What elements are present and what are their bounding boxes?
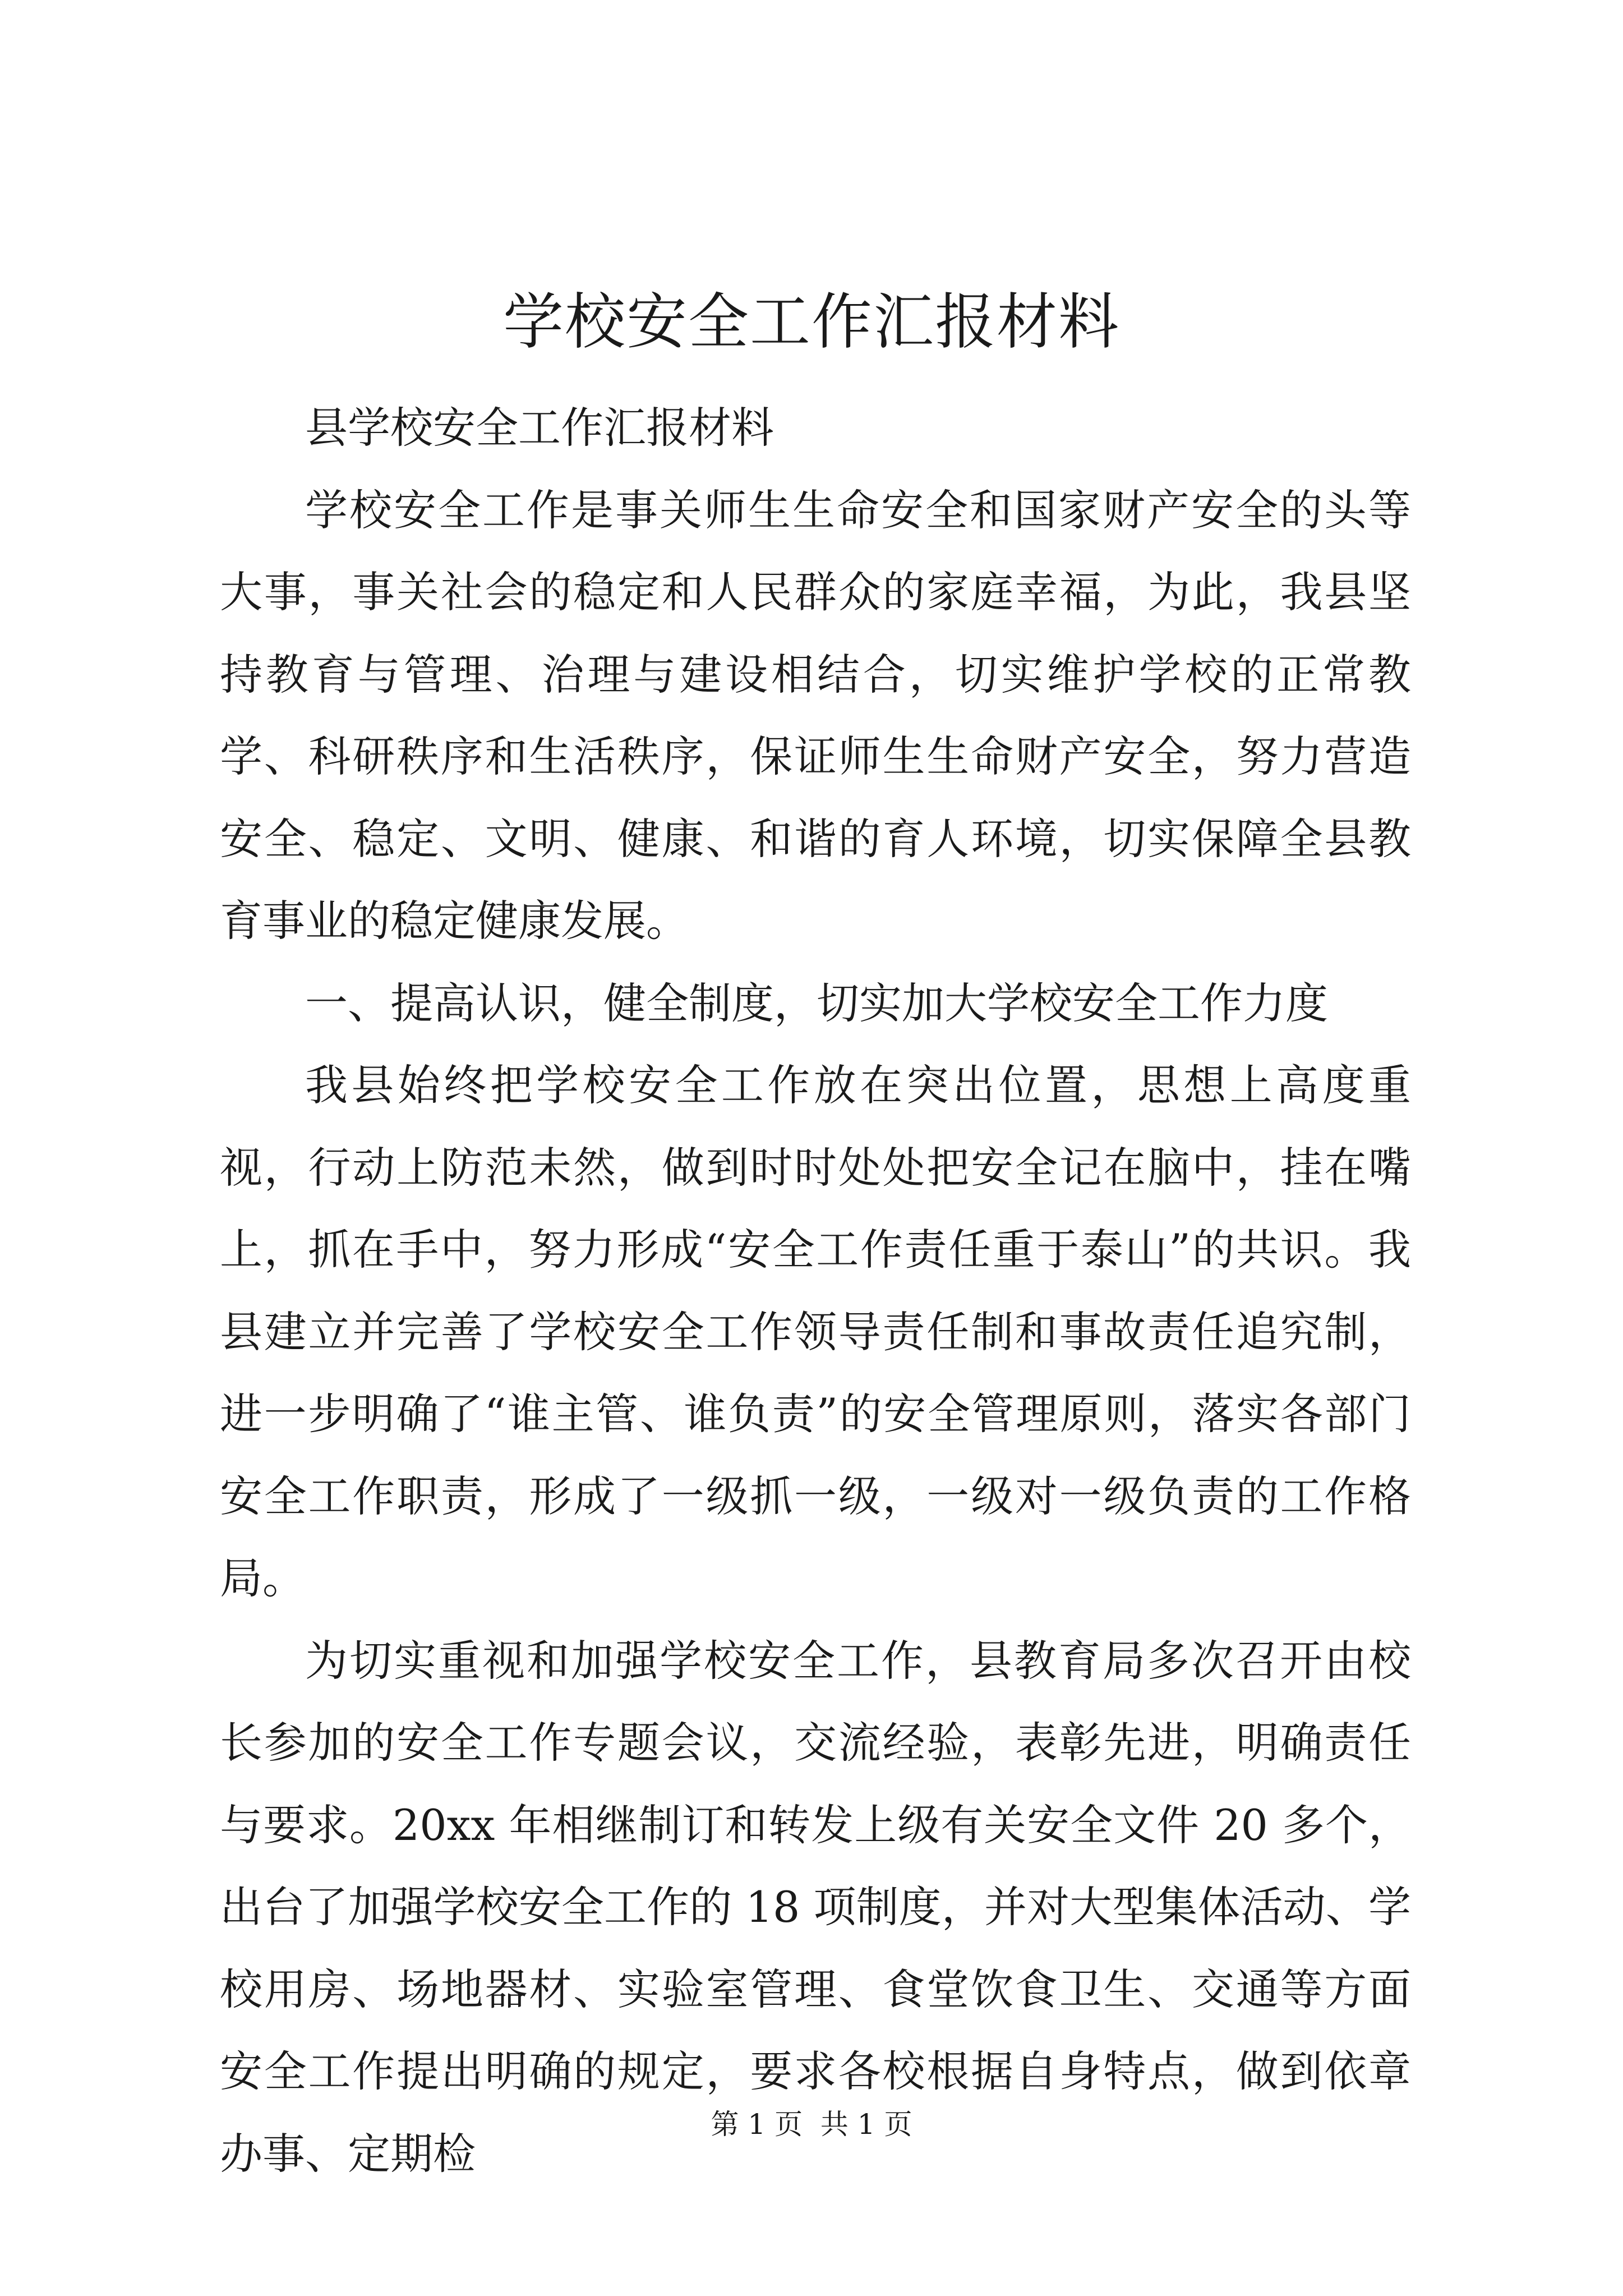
- subtitle-paragraph: 县学校安全工作汇报材料: [305, 403, 774, 453]
- page-footer: [0, 2105, 1623, 2144]
- body-paragraph: 我县始终把学校安全工作放在突出位置，思想上高度重视，行动上防范未然，做到时时处处把安全记在脑中，挂在嘴上，抓在手中，努力形成“安全工作责任重于泰山”的共识。我县建立并完善了学校安全工作领导责任制和事故责任追究制，进一步明确了“谁主管、谁负责”的安全管理原则，落实各部门安全工作职责，形成了一级抓一级，一级对一级负责的工作格局。: [220, 1060, 1411, 1603]
- page-number: 第 1 页 共 1 页: [711, 2108, 912, 2141]
- body-paragraph: 为切实重视和加强学校安全工作，县教育局多次召开由校长参加的安全工作专题会议，交流经验，表彰先进，明确责任与要求。20xx 年相继制订和转发上级有关安全文件 20 多个，出台了加强学校安全工作的 18 项制度，并对大型集体活动、学校用房、场地器材、实验室管理、食堂饮食卫生、交通等方面安全工作提出明确的规定，要求各校根据自身特点，做到依章办事、定期检: [220, 1635, 1411, 2179]
- intro-paragraph: 学校安全工作是事关师生生命安全和国家财产安全的头等大事，事关社会的稳定和人民群众的家庭幸福，为此，我县坚持教育与管理、治理与建设相结合，切实维护学校的正常教学、科研秩序和生活秩序，保证师生生命财产安全，努力营造安全、稳定、文明、健康、和谐的育人环境，切实保障全县教育事业的稳定健康发展。: [220, 485, 1411, 946]
- section-heading: 一、提高认识，健全制度，切实加大学校安全工作力度: [305, 978, 1328, 1028]
- document-body: [220, 387, 1411, 2195]
- document-title: 学校安全工作汇报材料: [502, 287, 1120, 357]
